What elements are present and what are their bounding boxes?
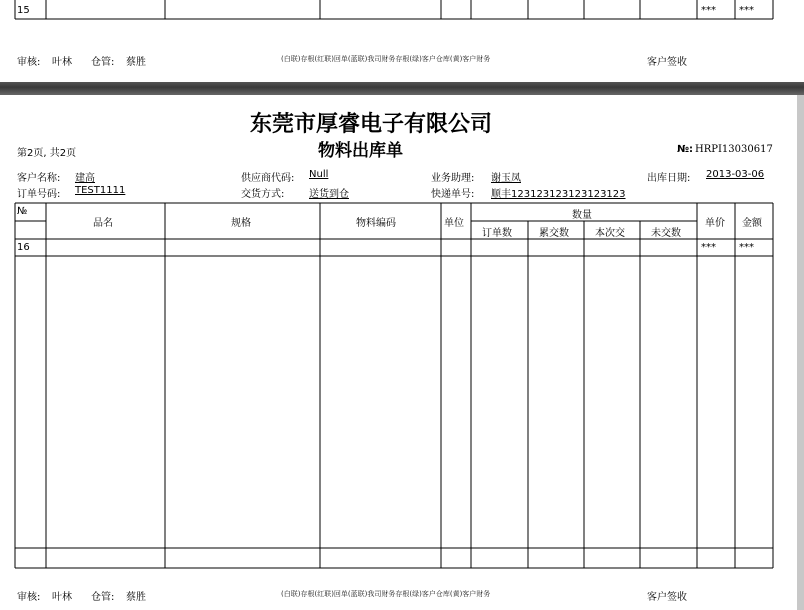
order-no-label: 订单号码:: [17, 189, 61, 200]
col-no-header: №: [17, 206, 28, 217]
col-cum-qty-header: 累交数: [539, 228, 569, 239]
doc-no: HRPI13030617: [695, 144, 773, 155]
footer-keeper-label: 仓管:: [91, 57, 115, 68]
col-unit-header: 单位: [444, 218, 464, 229]
prev-row-unit-price: ***: [701, 5, 716, 16]
col-open-qty-header: 未交数: [651, 228, 681, 239]
page-info: 第2页, 共2页: [17, 148, 77, 159]
footer-reviewer-label: 审核:: [17, 57, 41, 68]
col-price-header: 单价: [705, 218, 725, 229]
footer-keeper-2: 蔡胜: [126, 592, 146, 603]
supplier-code-label: 供应商代码:: [241, 173, 295, 184]
row-amount: ***: [739, 242, 754, 253]
col-amount-header: 金额: [742, 218, 762, 229]
col-spec-header: 规格: [231, 218, 251, 229]
col-name-header: 品名: [93, 218, 113, 229]
customer-label: 客户名称:: [17, 173, 61, 184]
document-title: 物料出库单: [318, 141, 403, 161]
footer-sign-label-2: 客户签收: [647, 592, 687, 603]
doc-no-label: №:: [677, 144, 694, 155]
out-date-label: 出库日期:: [647, 173, 691, 184]
row-unit-price: ***: [701, 242, 716, 253]
company-name: 东莞市厚睿电子有限公司: [250, 111, 493, 137]
col-qty-header: 数量: [572, 210, 592, 221]
footer-keeper-label-2: 仓管:: [91, 592, 115, 603]
footer-copies-note-2: (白联)存根(红联)回单(蓝联)我司财务存根(绿)客户仓库(黄)客户财务: [281, 590, 491, 598]
delivery-value: 送货到仓: [309, 189, 349, 200]
footer-reviewer-label-2: 审核:: [17, 592, 41, 603]
assistant-label: 业务助理:: [431, 173, 475, 184]
delivery-label: 交货方式:: [241, 189, 285, 200]
customer-value: 建高: [75, 173, 95, 184]
assistant-value: 谢玉凤: [491, 173, 521, 184]
footer-copies-note: (白联)存根(红联)回单(蓝联)我司财务存根(绿)客户仓库(黄)客户财务: [281, 55, 491, 63]
prev-row-number: 15: [17, 5, 30, 16]
footer-reviewer: 叶林: [52, 57, 72, 68]
footer-reviewer-2: 叶林: [52, 592, 72, 603]
order-no-value: TEST1111: [75, 185, 126, 196]
express-label: 快递单号:: [431, 189, 475, 200]
express-value: 顺丰123123123123123123: [491, 189, 626, 200]
row-number: 16: [17, 242, 30, 253]
out-date-value: 2013-03-06: [706, 169, 765, 180]
prev-row-amount: ***: [739, 5, 754, 16]
col-code-header: 物料编码: [356, 218, 396, 229]
col-this-qty-header: 本次交: [595, 228, 625, 239]
col-order-qty-header: 订单数: [482, 228, 512, 239]
footer-keeper: 蔡胜: [126, 57, 146, 68]
footer-sign-label: 客户签收: [647, 57, 687, 68]
supplier-code-value: Null: [309, 169, 329, 180]
